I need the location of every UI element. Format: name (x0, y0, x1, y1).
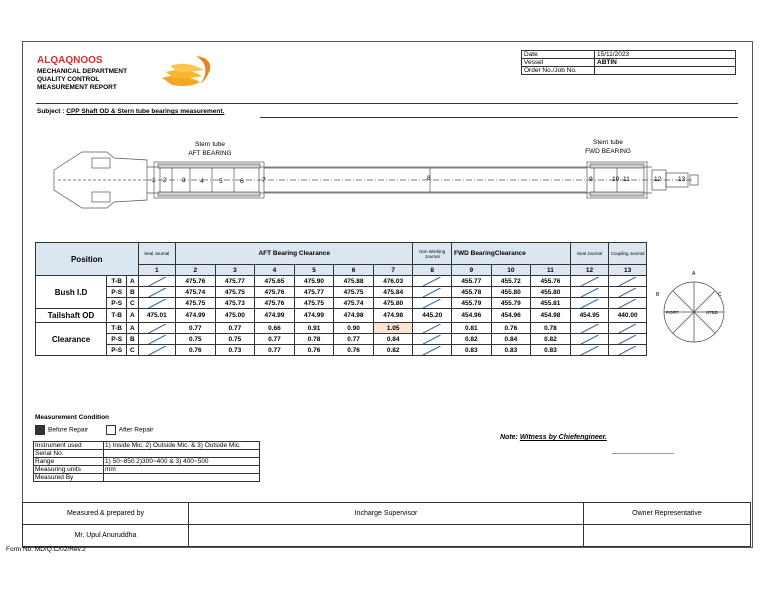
empty-slash-icon (609, 277, 646, 286)
bush-cell-1 (138, 298, 176, 309)
bush-cell-11: 455.80 (531, 287, 571, 298)
fwd-clearance-header: FWD BearingClearance (452, 243, 571, 265)
clearance-rows (36, 323, 647, 356)
bush-cell-5: 475.75 (294, 298, 334, 309)
clearance-row (36, 323, 647, 334)
clearance-cell-3: 0.75 (215, 334, 255, 345)
instrument-label: Measured By (34, 474, 104, 482)
empty-slash-icon (139, 335, 176, 344)
clearance-cell-8 (413, 334, 452, 345)
point-2: 2 (163, 177, 167, 184)
clearance-code: B (127, 334, 138, 345)
clearance-cell-9: 0.82 (452, 334, 492, 345)
company-logo (160, 52, 215, 90)
tailshaft-cell-13: 440.00 (609, 309, 647, 323)
point-5: 5 (219, 178, 223, 185)
point-6: 6 (240, 178, 244, 185)
empty-slash-icon (571, 299, 609, 308)
bush-direction: P-S (107, 287, 127, 298)
clearance-row (36, 334, 647, 345)
form-number: Form No. MD/Q.C/02/Rev.2 (6, 546, 86, 553)
point-8: 8 (427, 175, 431, 182)
tailshaft-cell-7: 474.98 (373, 309, 413, 323)
clearance-cell-6: 0.76 (334, 345, 374, 356)
empty-slash-icon (139, 324, 176, 333)
bush-direction: T-B (107, 276, 127, 287)
compass-port: PORT (666, 310, 679, 315)
bush-cell-1 (138, 276, 176, 287)
note-line (612, 453, 674, 454)
point-3: 3 (182, 177, 186, 184)
header-info-table (521, 50, 736, 75)
vessel-label: Vessel (522, 59, 595, 67)
compass-c: C (718, 292, 722, 298)
instrument-value (104, 450, 260, 458)
column-number-11: 11 (531, 265, 571, 276)
vessel-value: ABTIN (595, 59, 736, 67)
tailshaft-cell-2: 474.99 (176, 309, 216, 323)
bush-cell-7: 476.03 (373, 276, 413, 287)
bush-cell-2: 475.75 (176, 298, 216, 309)
tailshaft-direction: T-B (107, 309, 127, 323)
clearance-cell-4: 0.77 (255, 345, 295, 356)
signature-table (22, 502, 751, 547)
empty-slash-icon (139, 299, 176, 308)
clearance-cell-9: 0.81 (452, 323, 492, 334)
subject-line (37, 108, 224, 115)
aft-clearance-header: AFT Bearing Clearance (176, 243, 413, 265)
note-label: Note: (500, 434, 518, 441)
tailshaft-label: Tailshaft OD (36, 309, 107, 323)
clearance-cell-5: 0.78 (294, 334, 334, 345)
instrument-label: Instrument used (34, 442, 104, 450)
position-header: Position (36, 243, 139, 276)
clearance-cell-10: 0.83 (491, 345, 531, 356)
point-9: 9 (589, 176, 593, 183)
prepared-by-name: Mr. Upul Anuruddha (23, 525, 189, 547)
instrument-value (104, 474, 260, 482)
clearance-cell-1 (138, 323, 176, 334)
subject-text: CPP Shaft OD & Stern tube bearings measurement. (66, 108, 225, 115)
instrument-row (34, 450, 260, 458)
bush-cell-11: 455.76 (531, 276, 571, 287)
clearance-cell-7: 1.05 (373, 323, 413, 334)
clearance-cell-4: 0.66 (255, 323, 295, 334)
column-number-13: 13 (609, 265, 647, 276)
clearance-cell-2: 0.77 (176, 323, 216, 334)
bush-cell-13 (609, 298, 647, 309)
column-number-4: 4 (255, 265, 295, 276)
department-line: MECHANICAL DEPARTMENT (37, 68, 128, 75)
empty-slash-icon (413, 346, 451, 355)
bush-rows (36, 276, 647, 309)
prepared-by-header: Measured & prepared by (23, 503, 189, 525)
clearance-cell-1 (138, 345, 176, 356)
column-number-7: 7 (373, 265, 413, 276)
measurement-table (35, 242, 647, 356)
clearance-cell-6: 0.90 (334, 323, 374, 334)
column-number-6: 6 (334, 265, 374, 276)
aft-label-line1: Stern tube (195, 141, 225, 148)
clearance-cell-6: 0.77 (334, 334, 374, 345)
bush-cell-4: 475.76 (255, 287, 295, 298)
empty-slash-icon (413, 324, 451, 333)
bush-cell-4: 475.76 (255, 298, 295, 309)
tailshaft-cell-4: 474.99 (255, 309, 295, 323)
point-11: 11 (623, 176, 630, 183)
clearance-label: Clearance (36, 323, 107, 356)
bush-row (36, 287, 647, 298)
bush-cell-13 (609, 276, 647, 287)
empty-slash-icon (609, 346, 646, 355)
tailshaft-cell-12: 454.95 (570, 309, 609, 323)
compass-b: B (656, 292, 660, 298)
bush-cell-8 (413, 287, 452, 298)
instrument-table (33, 441, 260, 482)
bush-row (36, 298, 647, 309)
clearance-cell-11: 0.78 (531, 323, 571, 334)
column-number-1: 1 (138, 265, 176, 276)
bush-cell-9: 455.77 (452, 276, 492, 287)
point-13: 13 (678, 176, 686, 183)
instrument-row (34, 442, 260, 450)
tailshaft-cell-5: 474.99 (294, 309, 334, 323)
bush-cell-12 (570, 287, 609, 298)
bush-cell-9: 455.79 (452, 298, 492, 309)
bush-cell-4: 475.65 (255, 276, 295, 287)
bush-label: Bush I.D (36, 276, 107, 309)
before-repair-label: Before Repair (48, 426, 89, 434)
after-repair-label: After Repair (118, 426, 154, 434)
empty-slash-icon (571, 346, 609, 355)
empty-slash-icon (571, 324, 609, 333)
bush-cell-3: 475.75 (215, 287, 255, 298)
empty-slash-icon (413, 335, 451, 344)
seal-journal-header: Seal Journal (138, 243, 176, 265)
clearance-cell-13 (609, 345, 647, 356)
non-working-header: Non Working Journal (413, 243, 452, 265)
bush-cell-3: 475.73 (215, 298, 255, 309)
qc-line: QUALITY CONTROL (37, 76, 100, 83)
bush-cell-12 (570, 298, 609, 309)
after-repair-checkbox[interactable] (106, 425, 116, 435)
note (500, 434, 607, 441)
column-number-2: 2 (176, 265, 216, 276)
coupling-header: Coupling Journal (609, 243, 647, 265)
bush-cell-9: 455.78 (452, 287, 492, 298)
instrument-row (34, 474, 260, 482)
instrument-label: Range (34, 458, 104, 466)
seal-journal2-header: Seal Journal (570, 243, 609, 265)
bush-cell-8 (413, 298, 452, 309)
bush-cell-8 (413, 276, 452, 287)
tailshaft-code: A (127, 309, 138, 323)
instrument-label: Serial No. (34, 450, 104, 458)
aft-label-line2: AFT BEARING (188, 150, 232, 157)
clearance-cell-7: 0.82 (373, 345, 413, 356)
tailshaft-cell-3: 475.00 (215, 309, 255, 323)
bush-cell-2: 475.76 (176, 276, 216, 287)
point-10: 10 (612, 176, 620, 183)
bush-direction: P-S (107, 298, 127, 309)
instrument-value: mm (104, 466, 260, 474)
point-4: 4 (200, 178, 204, 185)
bush-cell-11: 455.81 (531, 298, 571, 309)
empty-slash-icon (609, 299, 646, 308)
bush-row (36, 276, 647, 287)
compass-stbd: STBD (706, 310, 719, 315)
order-label: Order No./Job No. (522, 67, 595, 75)
condition-title: Measurement Condition (35, 414, 110, 421)
column-number-8: 8 (413, 265, 452, 276)
clearance-cell-10: 0.76 (491, 323, 531, 334)
point-12: 12 (654, 176, 662, 183)
clearance-cell-3: 0.77 (215, 323, 255, 334)
bush-cell-12 (570, 276, 609, 287)
clearance-cell-11: 0.82 (531, 334, 571, 345)
supervisor-name (189, 525, 584, 547)
clearance-cell-11: 0.83 (531, 345, 571, 356)
column-number-10: 10 (491, 265, 531, 276)
department-block (37, 68, 127, 92)
clearance-cell-12 (570, 345, 609, 356)
tailshaft-cell-11: 454.98 (531, 309, 571, 323)
bush-cell-6: 475.88 (334, 276, 374, 287)
bush-cell-5: 475.90 (294, 276, 334, 287)
clearance-code: A (127, 323, 138, 334)
clearance-cell-7: 0.84 (373, 334, 413, 345)
bush-cell-5: 475.77 (294, 287, 334, 298)
bush-code: A (127, 276, 138, 287)
tailshaft-cell-9: 454.96 (452, 309, 492, 323)
clearance-code: C (127, 345, 138, 356)
bush-cell-6: 475.75 (334, 287, 374, 298)
bush-code: C (127, 298, 138, 309)
tailshaft-cell-1: 475.01 (138, 309, 176, 323)
clearance-row (36, 345, 647, 356)
condition-checks (35, 425, 153, 435)
compass-a: A (692, 271, 696, 277)
bush-cell-2: 475.74 (176, 287, 216, 298)
instrument-label: Measuring units (34, 466, 104, 474)
bush-cell-10: 455.80 (491, 287, 531, 298)
tailshaft-cell-6: 474.98 (334, 309, 374, 323)
clearance-direction: P-S (107, 334, 127, 345)
date-label: Date (522, 51, 595, 59)
before-repair-checkbox[interactable] (35, 425, 45, 435)
empty-slash-icon (139, 277, 176, 286)
order-value (595, 67, 736, 75)
company-name: ALQAQNOOS (37, 55, 103, 66)
bush-cell-7: 475.80 (373, 298, 413, 309)
clearance-cell-8 (413, 323, 452, 334)
column-number-5: 5 (294, 265, 334, 276)
column-number-9: 9 (452, 265, 492, 276)
clearance-cell-8 (413, 345, 452, 356)
instrument-value: 1) Inside Mic. 2) Outside Mic. & 3) Outside Mic. (104, 442, 260, 450)
empty-slash-icon (571, 277, 609, 286)
instrument-row (34, 458, 260, 466)
clearance-cell-1 (138, 334, 176, 345)
clearance-cell-5: 0.76 (294, 345, 334, 356)
column-number-12: 12 (570, 265, 609, 276)
instrument-value: 1) 50~850 2)300~400 & 3) 400~500 (104, 458, 260, 466)
subject-underline (260, 117, 738, 118)
clearance-cell-13 (609, 323, 647, 334)
empty-slash-icon (413, 277, 451, 286)
bush-cell-1 (138, 287, 176, 298)
clearance-cell-10: 0.84 (491, 334, 531, 345)
bush-cell-13 (609, 287, 647, 298)
clearance-cell-9: 0.83 (452, 345, 492, 356)
clearance-cell-4: 0.77 (255, 334, 295, 345)
column-number-3: 3 (215, 265, 255, 276)
aft-bearing-label (170, 140, 250, 158)
tailshaft-cell-10: 454.96 (491, 309, 531, 323)
bush-cell-7: 475.84 (373, 287, 413, 298)
point-7: 7 (262, 177, 266, 184)
clearance-cell-13 (609, 334, 647, 345)
empty-slash-icon (139, 288, 176, 297)
empty-slash-icon (413, 288, 451, 297)
empty-slash-icon (571, 335, 609, 344)
empty-slash-icon (413, 299, 451, 308)
clearance-direction: P-S (107, 345, 127, 356)
owner-rep-header: Owner Representative (584, 503, 751, 525)
tailshaft-cell-8: 445.20 (413, 309, 452, 323)
empty-slash-icon (609, 324, 646, 333)
instrument-row (34, 466, 260, 474)
empty-slash-icon (609, 288, 646, 297)
owner-rep-name (584, 525, 751, 547)
header-divider (36, 103, 738, 104)
clearance-cell-12 (570, 334, 609, 345)
empty-slash-icon (139, 346, 176, 355)
fwd-label-line1: Stern tube (593, 139, 623, 146)
subject-label: Subject : (37, 108, 65, 115)
clearance-cell-3: 0.73 (215, 345, 255, 356)
empty-slash-icon (571, 288, 609, 297)
clearance-direction: T-B (107, 323, 127, 334)
clearance-cell-12 (570, 323, 609, 334)
tailshaft-row (36, 309, 647, 323)
supervisor-header: Incharge Supervisor (189, 503, 584, 525)
bush-cell-10: 455.79 (491, 298, 531, 309)
fwd-bearing-label (568, 138, 648, 156)
point-1: 1 (152, 177, 156, 184)
bush-cell-3: 475.77 (215, 276, 255, 287)
note-text: Witness by Chiefengineer. (519, 434, 607, 441)
date-value: 15/11/2023 (595, 51, 736, 59)
bush-code: B (127, 287, 138, 298)
clearance-cell-2: 0.75 (176, 334, 216, 345)
empty-slash-icon (609, 335, 646, 344)
bush-cell-6: 475.74 (334, 298, 374, 309)
bush-cell-10: 455.72 (491, 276, 531, 287)
clearance-cell-5: 0.91 (294, 323, 334, 334)
clearance-cell-2: 0.76 (176, 345, 216, 356)
report-line: MEASUREMENT REPORT (37, 84, 117, 91)
fwd-label-line2: FWD BEARING (585, 148, 631, 155)
